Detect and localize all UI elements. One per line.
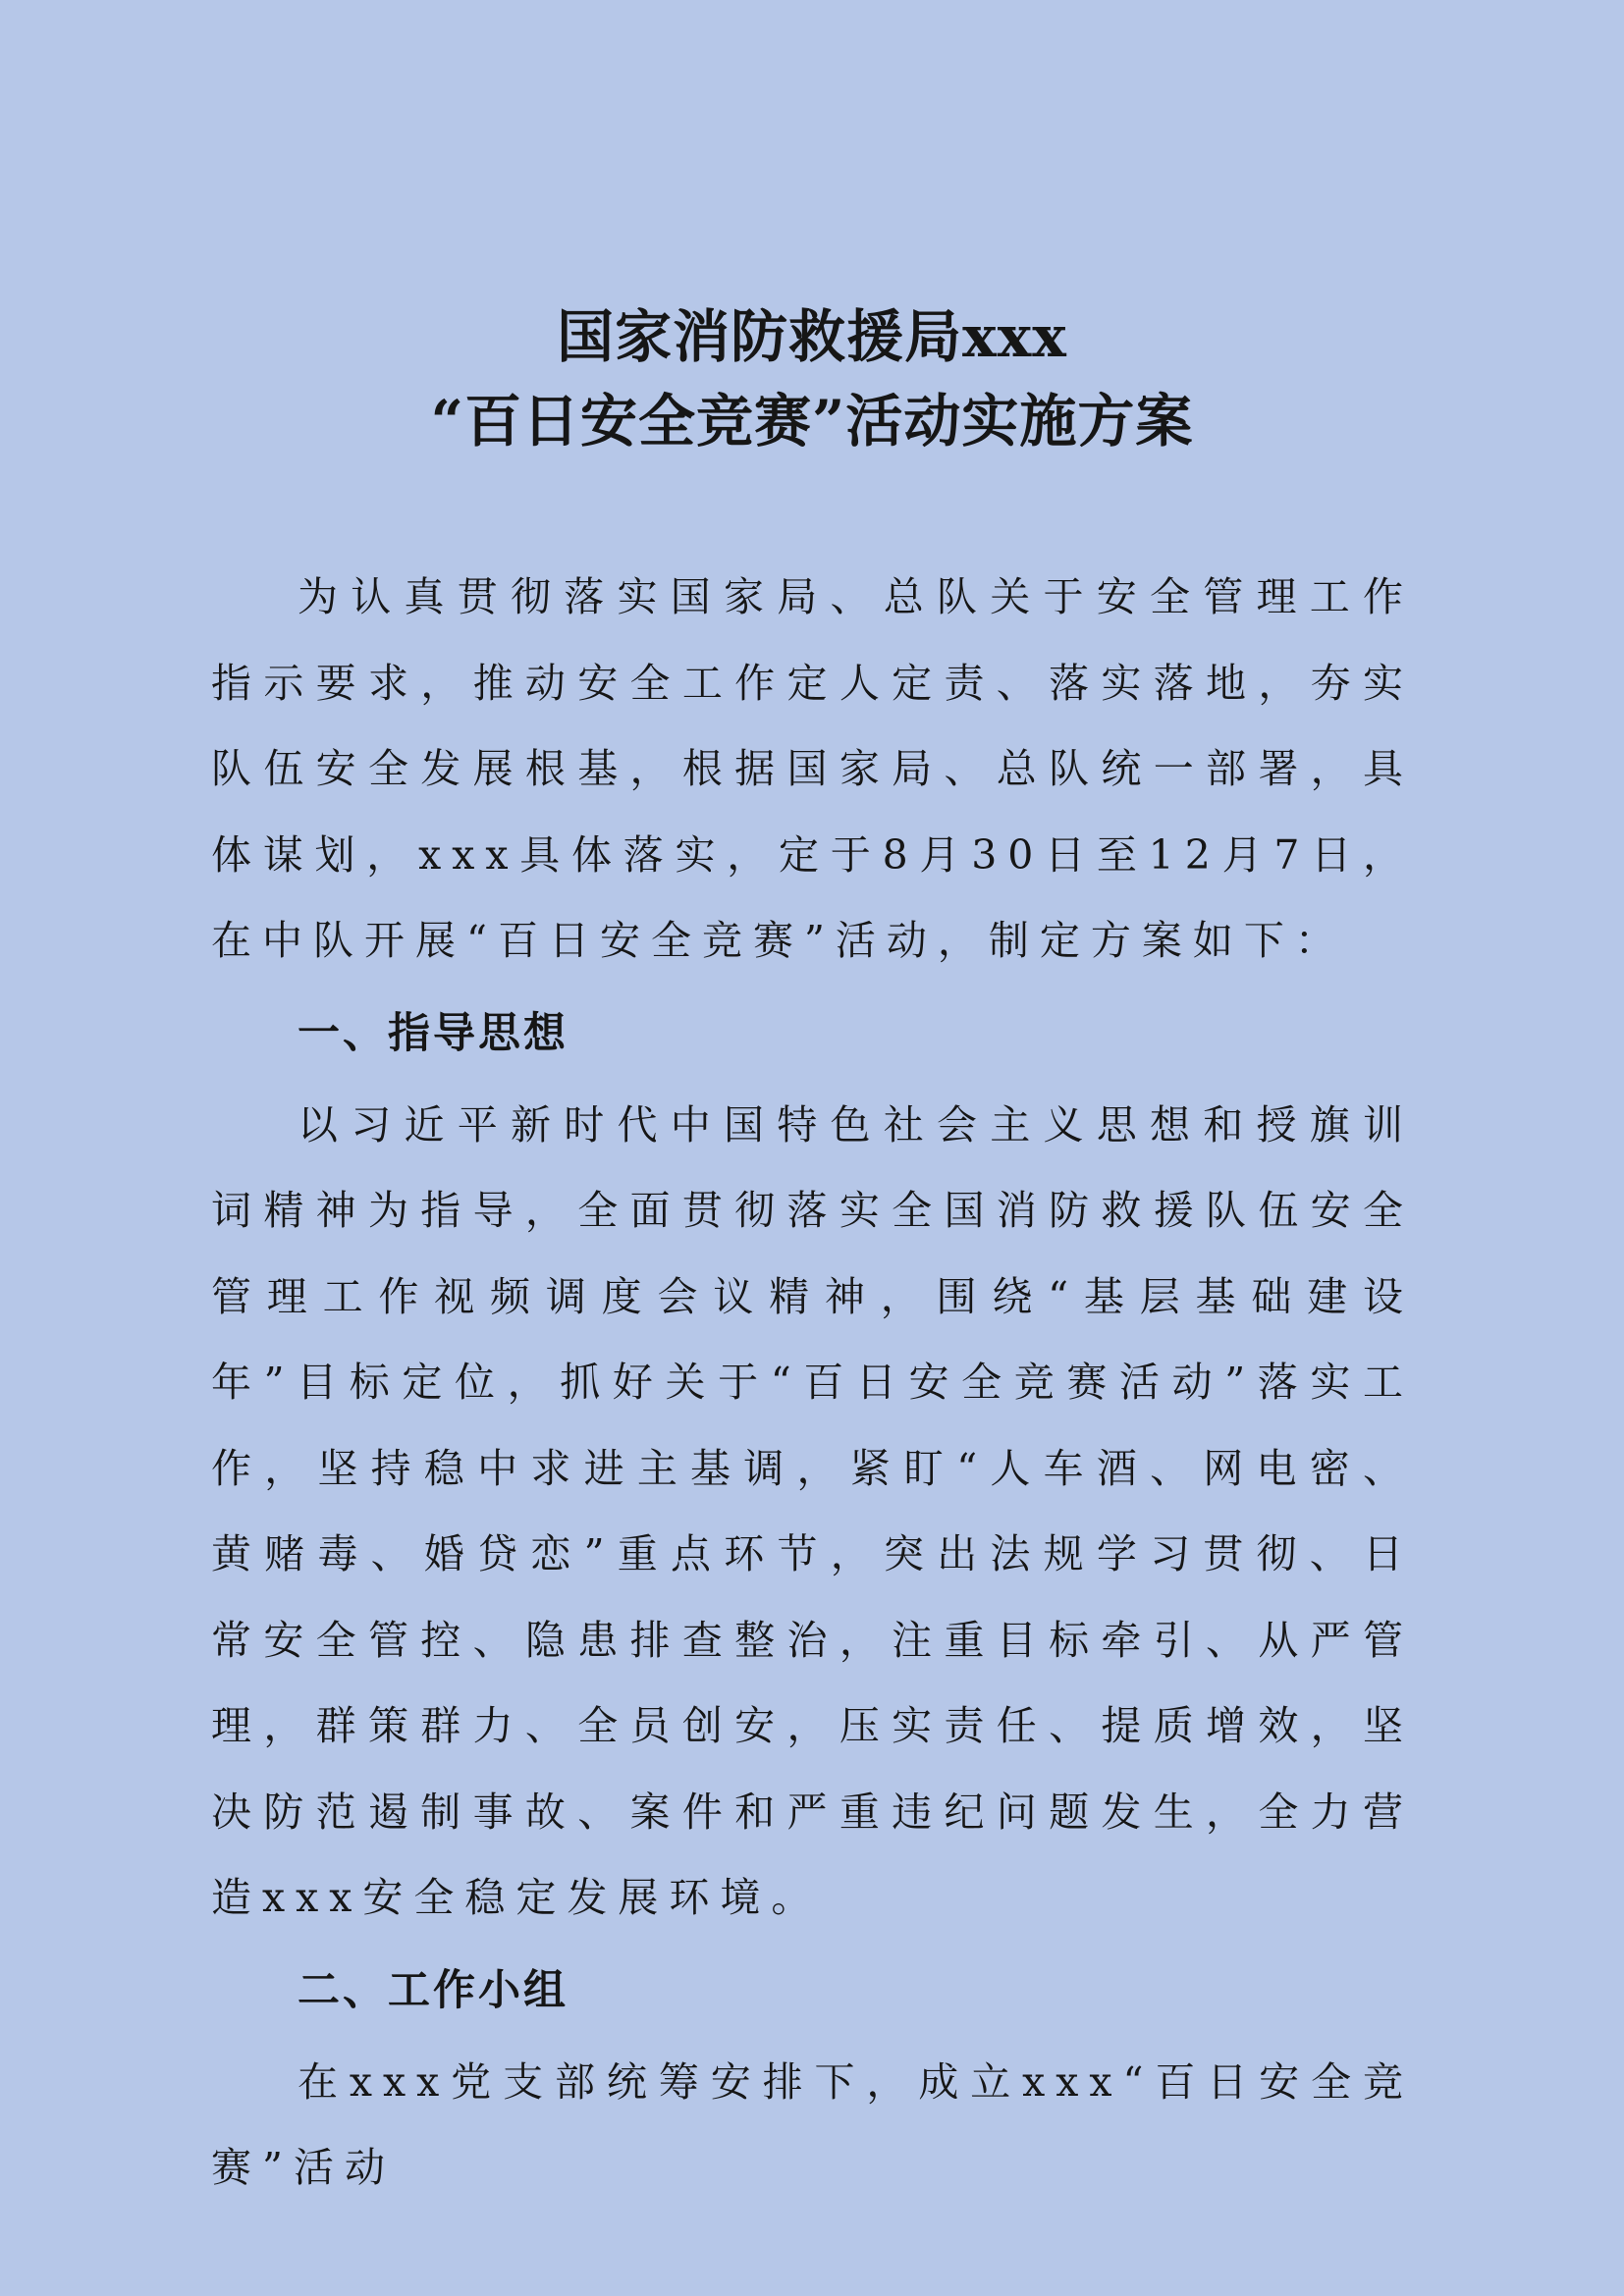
document-title xyxy=(0,294,1624,463)
working-group-paragraph: 在xxx党支部统筹安排下，成立xxx“百日安全竞赛”活动 xyxy=(211,2057,1414,2191)
guiding-ideology-paragraph: 以习近平新时代中国特色社会主义思想和授旗训词精神为指导，全面贯彻落实全国消防救援队伍安全管理工作视频调度会议精神，围绕“基层基础建设年”目标定位，抓好关于“百日安全竞赛活动”落实工作，坚持稳中求进主基调，紧盯“人车酒、网电密、黄赌毒、婚贷恋”重点环节，突出法规学习贯彻、日常安全管控、隐患排查整治，注重目标牵引、从严管理，群策群力、全员创安，压实责任、提质增效，坚决防范遏制事故、案件和严重违纪问题发生，全力营造xxx安全稳定发展环境。 xyxy=(211,1100,1414,1921)
section-heading-guiding-ideology: 一、指导思想 xyxy=(298,1008,568,1058)
title-line-1: 国家消防救援局xxx xyxy=(557,303,1067,370)
document-body xyxy=(211,555,1414,2212)
intro-paragraph: 为认真贯彻落实国家局、总队关于安全管理工作指示要求，推动安全工作定人定责、落实落地，夯实队伍安全发展根基，根据国家局、总队统一部署，具体谋划，xxx具体落实，定于8月30日至12月7日，在中队开展“百日安全竞赛”活动，制定方案如下： xyxy=(211,573,1414,964)
title-line-2: “百日安全竞赛”活动实施方案 xyxy=(430,388,1194,454)
section-heading-working-group: 二、工作小组 xyxy=(298,1965,568,2015)
